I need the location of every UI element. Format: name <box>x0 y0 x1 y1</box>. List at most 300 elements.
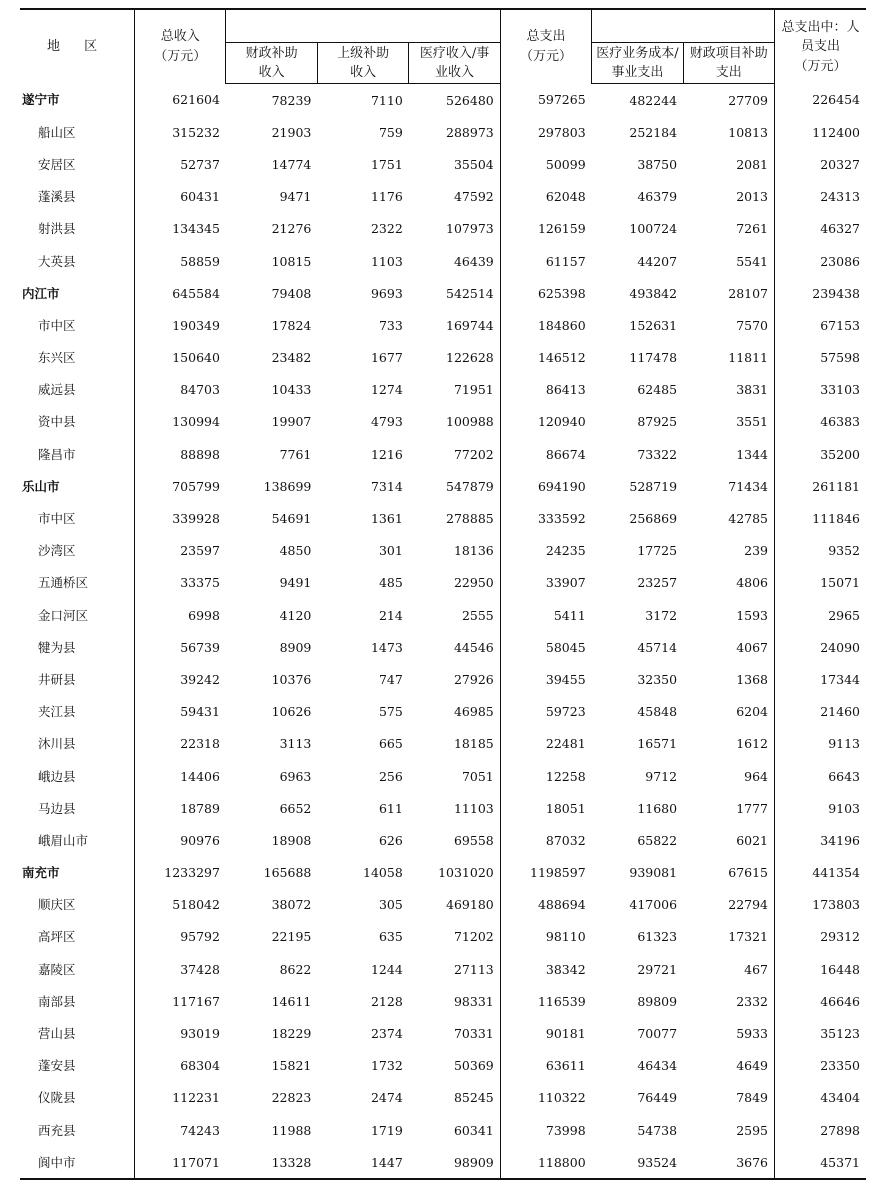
value-cell: 21460 <box>820 704 860 720</box>
value-cell: 964 <box>683 760 774 792</box>
value-cell: 301 <box>378 543 403 559</box>
value-cell: 625398 <box>537 285 586 301</box>
value-cell: 747 <box>378 671 403 687</box>
header-medical-income: 医疗收入/事业收入 <box>409 43 500 84</box>
value-cell: 18229 <box>271 1026 312 1042</box>
value-cell: 23482 <box>271 350 312 366</box>
region-name-cell: 夹江县 <box>20 696 135 728</box>
value-cell: 73322 <box>637 446 678 462</box>
value-cell: 45371 <box>775 1146 866 1179</box>
county-row <box>20 921 866 953</box>
value-cell: 17321 <box>683 921 774 953</box>
value-cell: 29721 <box>637 961 678 977</box>
value-cell: 71202 <box>409 921 500 953</box>
value-cell: 44207 <box>637 253 678 269</box>
county-row <box>20 438 866 470</box>
value-cell: 315232 <box>172 124 220 140</box>
value-cell: 1593 <box>683 599 774 631</box>
region-name-cell: 顺庆区 <box>20 889 135 921</box>
county-row <box>20 1050 866 1082</box>
value-cell: 23350 <box>820 1058 860 1074</box>
value-cell: 88898 <box>180 446 220 462</box>
value-cell: 45848 <box>637 704 678 720</box>
value-cell: 93524 <box>592 1146 683 1179</box>
city-row <box>20 470 866 502</box>
value-cell: 10626 <box>271 704 312 720</box>
value-cell: 18136 <box>409 535 500 567</box>
value-cell: 46383 <box>820 414 860 430</box>
value-cell: 1198597 <box>530 865 586 881</box>
value-cell: 2474 <box>370 1090 403 1106</box>
value-cell: 18789 <box>180 800 220 816</box>
value-cell: 22195 <box>271 929 312 945</box>
value-cell: 6204 <box>683 696 774 728</box>
value-cell: 112400 <box>812 124 860 140</box>
value-cell: 50369 <box>409 1050 500 1082</box>
value-cell: 2332 <box>683 985 774 1017</box>
county-row <box>20 213 866 245</box>
county-row <box>20 953 866 985</box>
value-cell: 1244 <box>370 961 403 977</box>
value-cell: 90181 <box>545 1026 586 1042</box>
value-cell: 38072 <box>271 897 312 913</box>
value-cell: 34196 <box>820 832 860 848</box>
value-cell: 46439 <box>409 245 500 277</box>
region-name-cell: 营山县 <box>20 1017 135 1049</box>
value-cell: 18051 <box>545 800 586 816</box>
value-cell: 19907 <box>271 414 312 430</box>
value-cell: 98331 <box>409 985 500 1017</box>
value-cell: 28107 <box>683 277 774 309</box>
value-cell: 626 <box>378 832 403 848</box>
value-cell: 261181 <box>812 478 860 494</box>
region-name-cell: 金口河区 <box>20 599 135 631</box>
value-cell: 117478 <box>629 350 678 366</box>
value-cell: 4793 <box>370 414 403 430</box>
region-name-cell: 高坪区 <box>20 921 135 953</box>
value-cell: 705799 <box>172 478 220 494</box>
region-name-cell: 蓬溪县 <box>20 181 135 213</box>
value-cell: 42785 <box>683 502 774 534</box>
region-name-cell: 仪陇县 <box>20 1082 135 1114</box>
county-row <box>20 309 866 341</box>
value-cell: 305 <box>378 897 403 913</box>
value-cell: 575 <box>378 704 403 720</box>
value-cell: 57598 <box>820 350 860 366</box>
value-cell: 84703 <box>180 382 220 398</box>
value-cell: 39242 <box>180 671 220 687</box>
county-row <box>20 985 866 1017</box>
county-row <box>20 406 866 438</box>
city-row <box>20 277 866 309</box>
value-cell: 759 <box>378 124 403 140</box>
value-cell: 2595 <box>683 1114 774 1146</box>
value-cell: 288973 <box>409 116 500 148</box>
value-cell: 23086 <box>820 253 860 269</box>
value-cell: 7849 <box>683 1082 774 1114</box>
value-cell: 47592 <box>409 181 500 213</box>
value-cell: 16448 <box>820 961 860 977</box>
value-cell: 70077 <box>637 1026 678 1042</box>
value-cell: 46379 <box>637 189 678 205</box>
value-cell: 547879 <box>409 470 500 502</box>
region-name-cell: 东兴区 <box>20 342 135 374</box>
value-cell: 3831 <box>683 374 774 406</box>
city-row <box>20 857 866 889</box>
value-cell: 10815 <box>271 253 312 269</box>
value-cell: 1677 <box>370 350 403 366</box>
value-cell: 694190 <box>537 478 586 494</box>
value-cell: 37428 <box>180 961 220 977</box>
value-cell: 665 <box>378 736 403 752</box>
value-cell: 6021 <box>683 824 774 856</box>
value-cell: 9491 <box>279 575 312 591</box>
value-cell: 52737 <box>180 156 220 172</box>
value-cell: 3551 <box>683 406 774 438</box>
value-cell: 22950 <box>409 567 500 599</box>
value-cell: 87925 <box>637 414 678 430</box>
header-total-income-label: 总收入 <box>160 29 200 45</box>
value-cell: 14774 <box>271 156 312 172</box>
value-cell: 50099 <box>545 156 586 172</box>
region-name-cell: 犍为县 <box>20 631 135 663</box>
value-cell: 122628 <box>409 342 500 374</box>
value-cell: 11988 <box>271 1122 312 1138</box>
value-cell: 1103 <box>370 253 403 269</box>
value-cell: 10376 <box>271 671 312 687</box>
value-cell: 7314 <box>370 478 403 494</box>
value-cell: 2128 <box>370 993 403 1009</box>
county-row <box>20 245 866 277</box>
value-cell: 68304 <box>180 1058 220 1074</box>
value-cell: 24235 <box>545 543 586 559</box>
value-cell: 1447 <box>317 1146 408 1179</box>
value-cell: 485 <box>378 575 403 591</box>
value-cell: 90976 <box>180 832 220 848</box>
header-personnel-expense-label: 总支出中：人员支出 <box>781 19 860 54</box>
value-cell: 333592 <box>537 511 586 527</box>
region-name-cell: 资中县 <box>20 406 135 438</box>
value-cell: 22481 <box>545 736 586 752</box>
value-cell: 98110 <box>545 929 586 945</box>
county-row <box>20 567 866 599</box>
value-cell: 239438 <box>812 285 860 301</box>
value-cell: 1719 <box>370 1122 403 1138</box>
region-name-cell: 乐山市 <box>20 470 135 502</box>
value-cell: 110322 <box>537 1090 586 1106</box>
value-cell: 33103 <box>820 382 860 398</box>
value-cell: 9352 <box>828 543 860 559</box>
region-name-cell: 射洪县 <box>20 213 135 245</box>
value-cell: 86674 <box>545 446 586 462</box>
value-cell: 417006 <box>629 897 678 913</box>
value-cell: 645584 <box>172 285 220 301</box>
value-cell: 45714 <box>637 639 678 655</box>
value-cell: 9113 <box>828 736 860 752</box>
county-row <box>20 889 866 921</box>
value-cell: 44546 <box>409 631 500 663</box>
value-cell: 116539 <box>537 993 586 1009</box>
header-expense-group-blank <box>592 9 775 43</box>
header-fiscal-subsidy: 财政补助收入 <box>226 43 317 84</box>
value-cell: 22823 <box>271 1090 312 1106</box>
value-cell: 61157 <box>545 253 586 269</box>
value-cell: 1031020 <box>409 857 500 889</box>
county-row <box>20 760 866 792</box>
value-cell: 107973 <box>409 213 500 245</box>
value-cell: 23257 <box>637 575 678 591</box>
value-cell: 2374 <box>370 1026 403 1042</box>
value-cell: 54691 <box>271 511 312 527</box>
value-cell: 214 <box>378 607 403 623</box>
value-cell: 61323 <box>637 929 678 945</box>
county-row <box>20 696 866 728</box>
value-cell: 1176 <box>370 189 403 205</box>
value-cell: 1274 <box>370 382 403 398</box>
value-cell: 77202 <box>409 438 500 470</box>
value-cell: 35504 <box>409 148 500 180</box>
value-cell: 60341 <box>409 1114 500 1146</box>
value-cell: 29312 <box>820 929 860 945</box>
value-cell: 32350 <box>637 671 678 687</box>
value-cell: 33907 <box>545 575 586 591</box>
value-cell: 112231 <box>172 1090 220 1106</box>
value-cell: 35200 <box>820 446 860 462</box>
value-cell: 11811 <box>683 342 774 374</box>
region-name-cell: 西充县 <box>20 1114 135 1146</box>
region-name-cell: 峨眉山市 <box>20 824 135 856</box>
value-cell: 6643 <box>828 768 860 784</box>
value-cell: 35123 <box>820 1026 860 1042</box>
value-cell: 297803 <box>537 124 586 140</box>
region-name-cell: 南充市 <box>20 857 135 889</box>
region-name-cell: 隆昌市 <box>20 438 135 470</box>
value-cell: 1612 <box>683 728 774 760</box>
county-row <box>20 631 866 663</box>
value-cell: 733 <box>378 317 403 333</box>
value-cell: 11103 <box>409 792 500 824</box>
region-name-cell: 内江市 <box>20 277 135 309</box>
value-cell: 9693 <box>370 285 403 301</box>
value-cell: 441354 <box>812 865 860 881</box>
value-cell: 62048 <box>545 189 586 205</box>
value-cell: 173803 <box>812 897 860 913</box>
header-total-income <box>135 9 226 84</box>
value-cell: 165688 <box>263 865 312 881</box>
value-cell: 118800 <box>500 1146 591 1179</box>
value-cell: 635 <box>378 929 403 945</box>
value-cell: 9471 <box>279 189 312 205</box>
value-cell: 100724 <box>629 221 678 237</box>
value-cell: 4120 <box>279 607 312 623</box>
value-cell: 150640 <box>172 350 220 366</box>
region-name-cell: 阆中市 <box>20 1146 135 1179</box>
value-cell: 74243 <box>180 1122 220 1138</box>
county-row <box>20 535 866 567</box>
header-personnel-expense <box>775 9 866 84</box>
region-name-cell: 五通桥区 <box>20 567 135 599</box>
value-cell: 18185 <box>409 728 500 760</box>
region-name-cell: 大英县 <box>20 245 135 277</box>
value-cell: 43404 <box>820 1090 860 1106</box>
value-cell: 93019 <box>180 1026 220 1042</box>
value-cell: 18908 <box>271 832 312 848</box>
value-cell: 95792 <box>180 929 220 945</box>
region-name-cell: 沐川县 <box>20 728 135 760</box>
value-cell: 14611 <box>271 993 312 1009</box>
header-superior-subsidy: 上级补助收入 <box>317 43 408 84</box>
value-cell: 467 <box>683 953 774 985</box>
value-cell: 152631 <box>629 317 678 333</box>
value-cell: 278885 <box>409 502 500 534</box>
value-cell: 65822 <box>637 832 678 848</box>
value-cell: 16571 <box>637 736 678 752</box>
value-cell: 20327 <box>820 156 860 172</box>
value-cell: 10433 <box>271 382 312 398</box>
value-cell: 67615 <box>683 857 774 889</box>
value-cell: 518042 <box>172 897 220 913</box>
county-row <box>20 502 866 534</box>
value-cell: 1368 <box>683 663 774 695</box>
value-cell: 9103 <box>828 800 860 816</box>
value-cell: 85245 <box>409 1082 500 1114</box>
value-cell: 5933 <box>683 1017 774 1049</box>
value-cell: 2965 <box>828 607 860 623</box>
value-cell: 13328 <box>226 1146 317 1179</box>
value-cell: 542514 <box>409 277 500 309</box>
value-cell: 17725 <box>637 543 678 559</box>
value-cell: 7051 <box>409 760 500 792</box>
value-cell: 1473 <box>370 639 403 655</box>
county-row <box>20 792 866 824</box>
value-cell: 46327 <box>820 221 860 237</box>
value-cell: 597265 <box>537 92 586 108</box>
value-cell: 46434 <box>637 1058 678 1074</box>
value-cell: 73998 <box>545 1122 586 1138</box>
value-cell: 4067 <box>683 631 774 663</box>
value-cell: 21276 <box>271 221 312 237</box>
value-cell: 38750 <box>637 156 678 172</box>
header-total-expense-unit: （万元） <box>519 48 572 64</box>
value-cell: 184860 <box>537 317 586 333</box>
county-row <box>20 663 866 695</box>
value-cell: 17824 <box>271 317 312 333</box>
value-cell: 256 <box>378 768 403 784</box>
value-cell: 14058 <box>363 865 403 881</box>
value-cell: 9712 <box>645 768 678 784</box>
value-cell: 71434 <box>683 470 774 502</box>
region-name-cell: 蓬安县 <box>20 1050 135 1082</box>
county-row <box>20 1082 866 1114</box>
value-cell: 98909 <box>409 1146 500 1179</box>
value-cell: 169744 <box>409 309 500 341</box>
value-cell: 5411 <box>553 607 586 623</box>
value-cell: 56739 <box>180 639 220 655</box>
county-row <box>20 1146 866 1179</box>
value-cell: 2322 <box>370 221 403 237</box>
region-name-cell: 市中区 <box>20 502 135 534</box>
value-cell: 1233297 <box>164 865 220 881</box>
value-cell: 8622 <box>279 961 312 977</box>
county-row <box>20 824 866 856</box>
county-row <box>20 342 866 374</box>
region-name-cell: 安居区 <box>20 148 135 180</box>
region-name-cell: 嘉陵区 <box>20 953 135 985</box>
statistics-table <box>20 8 866 1180</box>
value-cell: 8909 <box>279 639 312 655</box>
value-cell: 138699 <box>263 478 312 494</box>
value-cell: 86413 <box>545 382 586 398</box>
value-cell: 1777 <box>683 792 774 824</box>
value-cell: 6652 <box>279 800 312 816</box>
value-cell: 24090 <box>820 639 860 655</box>
value-cell: 11680 <box>637 800 678 816</box>
value-cell: 67153 <box>820 317 860 333</box>
value-cell: 488694 <box>537 897 586 913</box>
region-name-cell: 遂宁市 <box>20 84 135 117</box>
value-cell: 10813 <box>683 116 774 148</box>
county-row <box>20 728 866 760</box>
value-cell: 87032 <box>545 832 586 848</box>
value-cell: 14406 <box>180 768 220 784</box>
value-cell: 12258 <box>545 768 586 784</box>
value-cell: 3676 <box>683 1146 774 1179</box>
value-cell: 3172 <box>645 607 678 623</box>
value-cell: 60431 <box>180 189 220 205</box>
value-cell: 4806 <box>683 567 774 599</box>
county-row <box>20 116 866 148</box>
value-cell: 1361 <box>370 511 403 527</box>
value-cell: 100988 <box>409 406 500 438</box>
county-row <box>20 374 866 406</box>
value-cell: 23597 <box>180 543 220 559</box>
value-cell: 7110 <box>370 92 403 108</box>
value-cell: 63611 <box>545 1058 586 1074</box>
value-cell: 27926 <box>409 663 500 695</box>
header-region: 地 区 <box>20 9 135 84</box>
value-cell: 1732 <box>370 1058 403 1074</box>
value-cell: 58045 <box>545 639 586 655</box>
value-cell: 38342 <box>545 961 586 977</box>
value-cell: 226454 <box>812 92 860 108</box>
value-cell: 1216 <box>370 446 403 462</box>
city-row <box>20 84 866 117</box>
value-cell: 79408 <box>271 285 312 301</box>
value-cell: 27709 <box>683 84 774 117</box>
value-cell: 252184 <box>629 124 678 140</box>
county-row <box>20 1017 866 1049</box>
value-cell: 6998 <box>188 607 220 623</box>
value-cell: 58859 <box>180 253 220 269</box>
value-cell: 190349 <box>172 317 220 333</box>
value-cell: 21903 <box>271 124 312 140</box>
value-cell: 33375 <box>180 575 220 591</box>
value-cell: 611 <box>378 800 403 816</box>
header-income-group-blank <box>226 9 500 43</box>
value-cell: 5541 <box>683 245 774 277</box>
value-cell: 1751 <box>370 156 403 172</box>
value-cell: 146512 <box>537 350 586 366</box>
value-cell: 239 <box>683 535 774 567</box>
value-cell: 2081 <box>683 148 774 180</box>
region-name-cell: 威远县 <box>20 374 135 406</box>
header-total-expense-label: 总支出 <box>526 29 566 45</box>
value-cell: 70331 <box>409 1017 500 1049</box>
value-cell: 62485 <box>637 382 678 398</box>
value-cell: 76449 <box>637 1090 678 1106</box>
header-personnel-expense-unit: （万元） <box>794 58 847 74</box>
value-cell: 54738 <box>637 1122 678 1138</box>
